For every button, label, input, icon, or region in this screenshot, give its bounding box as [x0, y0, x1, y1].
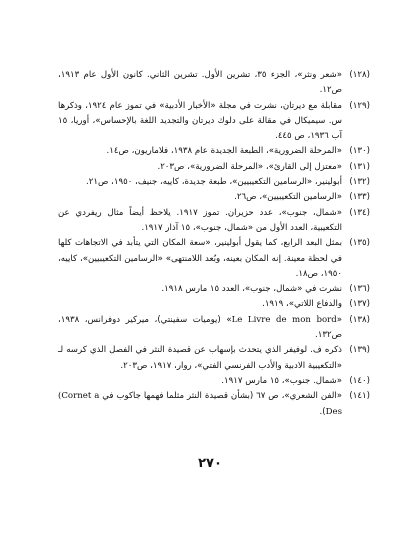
- endnote: [58, 313, 370, 344]
- endnote-text: ذكره ف. لوفيفر الذي يتحدث بإسهاب عن قصيدة النثر في الفصل الذي كرسه لـ «التكعيبية الادبية والأدب الفرنسي الفتي»، روار، ١٩١٧، ص٢٠٣.: [58, 345, 342, 371]
- endnote-number: (١٣٣): [349, 192, 370, 203]
- endnote-number: (١٣٦): [349, 284, 370, 295]
- endnote-text: بمثل البعد الرابع، كما يقول أبولينير، «سعة المكان التي يتأبد في الاتجاهات كلها في لحظة معينة. إنه المكان بعينه، وبُعد اللامنتهى» «الرسامين التكعيبيين»، كاييه، ١٩٥٠، ص١٨.: [58, 238, 342, 279]
- endnote-number: (١٣٨): [349, 314, 370, 325]
- endnote-text-after: ).: [319, 406, 326, 417]
- french-book-title: Le Livre de mon bord: [231, 314, 337, 325]
- endnote: [58, 282, 370, 297]
- endnote-text: «معتزل إلى القارئ»، «المرحلة الضرورية»، ص٢٠٣.: [157, 161, 342, 172]
- endnote: [58, 175, 370, 190]
- endnote-number: (١٣٠): [349, 146, 370, 157]
- endnote: [58, 160, 370, 175]
- endnote: [58, 144, 370, 159]
- endnote-text-before: «الفن الشعري»، ص ٦٧ (بشأن قصيدة النثر مثلما فهمها جاكوب في: [99, 391, 342, 402]
- endnote-number: (١٤٠): [349, 375, 370, 386]
- endnote-text: والدفاع اللاتي»، ١٩١٩.: [262, 299, 342, 310]
- endnote-number: (١٣٤): [349, 207, 370, 218]
- endnote-number: (١٣٩): [349, 345, 370, 356]
- endnote-text: نشرت في «شمال، جنوب»، العدد ١٥ مارس ١٩١٨.: [161, 284, 342, 295]
- endnotes-list: [58, 68, 370, 420]
- endnote-number: (١٤١): [349, 391, 370, 402]
- endnote: [58, 297, 370, 312]
- endnote-text: «الرسامين التكعيبيين»، ص٢٦.: [234, 192, 342, 203]
- endnote: [58, 343, 370, 374]
- endnote: [58, 68, 370, 99]
- endnote: [58, 206, 370, 237]
- endnote-number: (١٣٥): [349, 238, 370, 249]
- endnote: [58, 190, 370, 205]
- endnote-text: [58, 313, 342, 344]
- endnote-number: (١٣٧): [349, 299, 370, 310]
- endnote-text: «شمال، جنوب»، عدد حزيران. تموز ١٩١٧. يلاحظ أيضاً مثال ريفردي عن التكعيبية، العدد الأول من «شمال، جنوب»، ١٥ آذار ١٩١٧.: [58, 207, 342, 233]
- endnote-text: مقابلة مع ديرتان، نشرت في مجلة «الأخبار الأدبية» في تموز عام ١٩٢٤، وذكرها س. سيميكال في مقالة على دلوك ديرتان والتجديد اللغة بالإحساس»، أوريا، ١٥ آب ١٩٣٦، ص ٤٤٥.: [58, 100, 343, 142]
- endnote-text: «شمال. جنوب»، ١٥ مارس ١٩١٧.: [221, 375, 342, 386]
- endnote-text-before: «: [336, 314, 342, 325]
- endnote-text: أبولينير، «الرسامين التكعيبيين»، طبعة جديدة، كاييه، جنيف، ١٩٥٠، ص٢١.: [85, 177, 342, 188]
- endnote-number: (١٣٢): [349, 177, 370, 188]
- endnote: [58, 99, 370, 145]
- endnote: [58, 389, 370, 420]
- endnote-text: [58, 389, 342, 420]
- endnote-text-after: » (يوميات سفينتي)، ميركير دوفرانس، ١٩٣٨، ص١٣٢.: [58, 314, 342, 341]
- french-book-title: (Cornet a Des: [58, 391, 342, 417]
- endnote-number: (١٢٨): [349, 70, 370, 80]
- endnote-number: (١٣١): [349, 161, 370, 172]
- endnote: [58, 374, 370, 389]
- page-number: ٢٧٠: [198, 456, 222, 471]
- endnote: [58, 236, 370, 282]
- endnote-text: «المرحلة الضرورية»، الطبعة الجديدة عام ١٩٣٨، فلاماريون، ص١٤.: [106, 146, 342, 157]
- endnote-number: (١٢٩): [349, 100, 370, 111]
- endnote-text: «شعر ونثر»، الجزء ٣٥، تشرين الأول. تشرين الثاني. كانون الأول عام ١٩١٣، ص١٢.: [58, 70, 342, 96]
